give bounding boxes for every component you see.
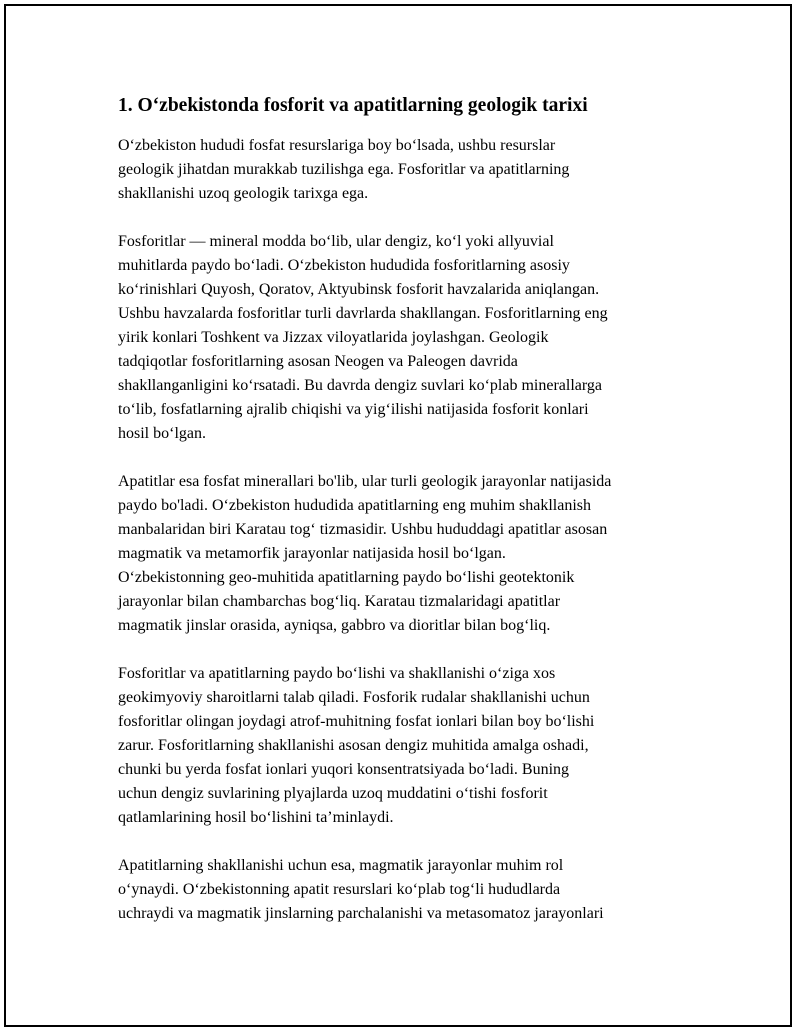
- text-line: hosil bo‘lgan.: [118, 425, 206, 442]
- text-line: O‘zbekistonning geo-muhitida apatitlarning paydo bo‘lishi geotektonik: [118, 569, 575, 586]
- text-line: Fosforitlar va apatitlarning paydo bo‘lishi va shakllanishi o‘ziga xos: [118, 665, 556, 682]
- text-line: chunki bu yerda fosfat ionlari yuqori konsentratsiyada bo‘ladi. Buning: [118, 761, 570, 778]
- text-line: Ushbu havzalarda fosforitlar turli davrlarda shakllangan. Fosforitlarning eng: [118, 305, 608, 322]
- text-line: uchun dengiz suvlarining plyajlarda uzoq muddatini o‘tishi fosforit: [118, 785, 548, 802]
- paragraph-fosforitlar: [118, 230, 698, 446]
- text-line: shakllanganligini ko‘rsatadi. Bu davrda dengiz suvlari ko‘plab minerallarga: [118, 377, 603, 394]
- section-title: 1. O‘zbekistonda fosforit va apatitlarning geologik tarixi: [118, 95, 588, 116]
- text-line: ko‘rinishlari Quyosh, Qoratov, Aktyubinsk fosforit havzalarida aniqlangan.: [118, 281, 600, 298]
- text-line: to‘lib, fosfatlarning ajralib chiqishi va yig‘ilishi natijasida fosforit konlari: [118, 401, 589, 418]
- paragraph-intro: [118, 134, 698, 206]
- text-line: o‘ynaydi. O‘zbekistonning apatit resurslari ko‘plab tog‘li hududlarda: [118, 881, 561, 898]
- text-line: qatlamlarining hosil bo‘lishini ta’minlaydi.: [118, 809, 394, 826]
- text-line: geologik jihatdan murakkab tuzilishga ega. Fosforitlar va apatitlarning: [118, 161, 570, 178]
- text-line: fosforitlar olingan joydagi atrof-muhitning fosfat ionlari bilan boy bo‘lishi: [118, 713, 595, 730]
- text-line: shakllanishi uzoq geologik tarixga ega.: [118, 185, 369, 202]
- text-line: zarur. Fosforitlarning shakllanishi asosan dengiz muhitida amalga oshadi,: [118, 737, 589, 754]
- text-line: geokimyoviy sharoitlarni talab qiladi. Fosforik rudalar shakllanishi uchun: [118, 689, 590, 706]
- text-line: Fosforitlar — mineral modda bo‘lib, ular dengiz, ko‘l yoki allyuvial: [118, 233, 554, 250]
- text-line: paydo bo'ladi. O‘zbekiston hududida apatitlarning eng muhim shakllanish: [118, 497, 592, 514]
- text-line: uchraydi va magmatik jinslarning parchalanishi va metasomatoz jarayonlari: [118, 905, 604, 922]
- text-line: magmatik va metamorfik jarayonlar natijasida hosil bo‘lgan.: [118, 545, 506, 562]
- paragraph-geokimyo: [118, 662, 698, 830]
- text-line: Apatitlar esa fosfat minerallari bo'lib, ular turli geologik jarayonlar natijasida: [118, 473, 612, 490]
- text-line: O‘zbekiston hududi fosfat resurslariga boy bo‘lsada, ushbu resurslar: [118, 137, 556, 154]
- text-line: magmatik jinslar orasida, ayniqsa, gabbro va dioritlar bilan bog‘liq.: [118, 617, 551, 634]
- text-line: manbalaridan biri Karatau tog‘ tizmasidir. Ushbu hududdagi apatitlar asosan: [118, 521, 608, 538]
- document-body: [118, 92, 698, 950]
- text-line: Apatitlarning shakllanishi uchun esa, magmatik jarayonlar muhim rol: [118, 857, 564, 874]
- paragraph-apatitlar: [118, 470, 698, 638]
- paragraph-magmatik: [118, 854, 698, 926]
- text-line: jarayonlar bilan chambarchas bog‘liq. Karatau tizmalaridagi apatitlar: [118, 593, 561, 610]
- text-line: yirik konlari Toshkent va Jizzax viloyatlarida joylashgan. Geologik: [118, 329, 549, 346]
- text-line: muhitlarda paydo bo‘ladi. O‘zbekiston hududida fosforitlarning asosiy: [118, 257, 570, 274]
- text-line: tadqiqotlar fosforitlarning asosan Neogen va Paleogen davrida: [118, 353, 518, 370]
